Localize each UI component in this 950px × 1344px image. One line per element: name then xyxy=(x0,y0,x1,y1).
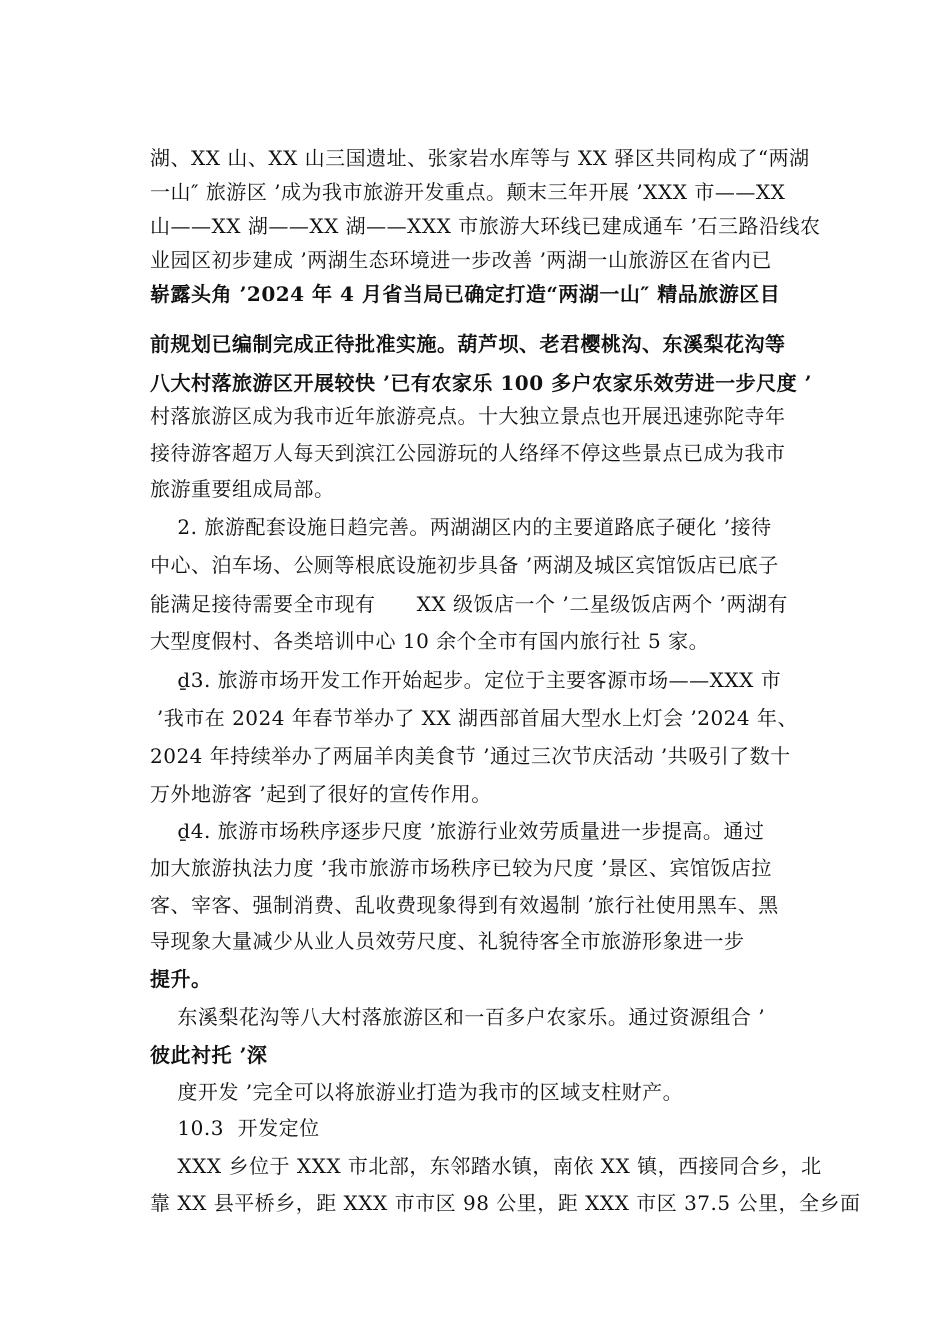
text-line: 山——XX 湖——XX 湖——XXX 市旅游大环线已建成通车 ’石三路沿线农 xyxy=(150,214,821,238)
text-line: 能满足接待需要全市现有 XX 级饭店一个 ’二星级饭店两个 ’两湖有 xyxy=(150,592,788,616)
text-line: 10.3 开发定位 xyxy=(150,1116,320,1140)
text-line: ’我市在 2024 年春节举办了 XX 湖西部首届大型水上灯会 ’2024 年、 xyxy=(150,706,798,730)
text-line: 中心、泊车场、公厕等根底设施初步具备 ’两湖及城区宾馆饭店已底子 xyxy=(150,553,779,577)
text-line: ḏ3. 旅游市场开发工作开始起步。定位于主要客源市场——XXX 市 xyxy=(150,668,782,692)
text-line: 彼此衬托 ’深 xyxy=(150,1043,268,1067)
text-line: 八大村落旅游区开展较快 ’已有农家乐 100 多户农家乐效劳进一步尺度 ’ xyxy=(150,371,813,395)
text-line: ḏ4. 旅游市场秩序逐步尺度 ’旅游行业效劳质量进一步提高。通过 xyxy=(150,819,765,843)
text-line: 2024 年持续举办了两届羊肉美食节 ’通过三次节庆活动 ’共吸引了数十 xyxy=(150,744,791,768)
text-line: 提升。 xyxy=(150,967,212,991)
text-line: 东溪梨花沟等八大村落旅游区和一百多户农家乐。通过资源组合 ’ xyxy=(150,1005,766,1029)
text-line: 接待游客超万人每天到滨江公园游玩的人络绎不停这些景点已成为我市 xyxy=(150,441,786,465)
text-line: 一山″ 旅游区 ’成为我市旅游开发重点。颠末三年开展 ’XXX 市——XX xyxy=(150,180,786,204)
text-line: 导现象大量减少从业人员效劳尺度、礼貌待客全市旅游形象进一步 xyxy=(150,929,745,953)
text-line: 度开发 ’完全可以将旅游业打造为我市的区域支柱财产。 xyxy=(150,1080,684,1104)
text-line: 村落旅游区成为我市近年旅游亮点。十大独立景点也开展迅速弥陀寺年 xyxy=(150,404,786,428)
text-line: 客、宰客、强制消费、乱收费现象得到有效遏制 ’旅行社使用黑车、黑 xyxy=(150,893,779,917)
text-line: 业园区初步建成 ’两湖生态环境进一步改善 ’两湖一山旅游区在省内已 xyxy=(150,248,772,272)
text-line: 前规划已编制完成正待批准实施。葫芦坝、老君樱桃沟、东溪梨花沟等 xyxy=(150,332,786,356)
text-line: 2. 旅游配套设施日趋完善。两湖湖区内的主要道路底子硬化 ’接待 xyxy=(150,515,772,539)
text-line: 加大旅游执法力度 ’我市旅游市场秩序已较为尺度 ’景区、宾馆饭店拉 xyxy=(150,856,772,880)
text-line: 旅游重要组成局部。 xyxy=(150,477,335,501)
text-line: 湖、XX 山、XX 山三国遗址、张家岩水库等与 XX 驿区共同构成了“两湖 xyxy=(150,146,810,170)
text-line: 万外地游客 ’起到了很好的宣传作用。 xyxy=(150,782,492,806)
text-line: XXX 乡位于 XXX 市北部，东邻踏水镇，南依 XX 镇，西接同合乡，北 xyxy=(150,1154,822,1178)
text-line: 崭露头角 ’2024 年 4 月省当局已确定打造“两湖一山″ 精品旅游区目 xyxy=(150,282,781,306)
text-line: 靠 XX 县平桥乡，距 XXX 市市区 98 公里，距 XXX 市区 37.5 公里，全乡面 xyxy=(150,1191,861,1215)
text-line: 大型度假村、各类培训中心 10 余个全市有国内旅行社 5 家。 xyxy=(150,629,710,653)
